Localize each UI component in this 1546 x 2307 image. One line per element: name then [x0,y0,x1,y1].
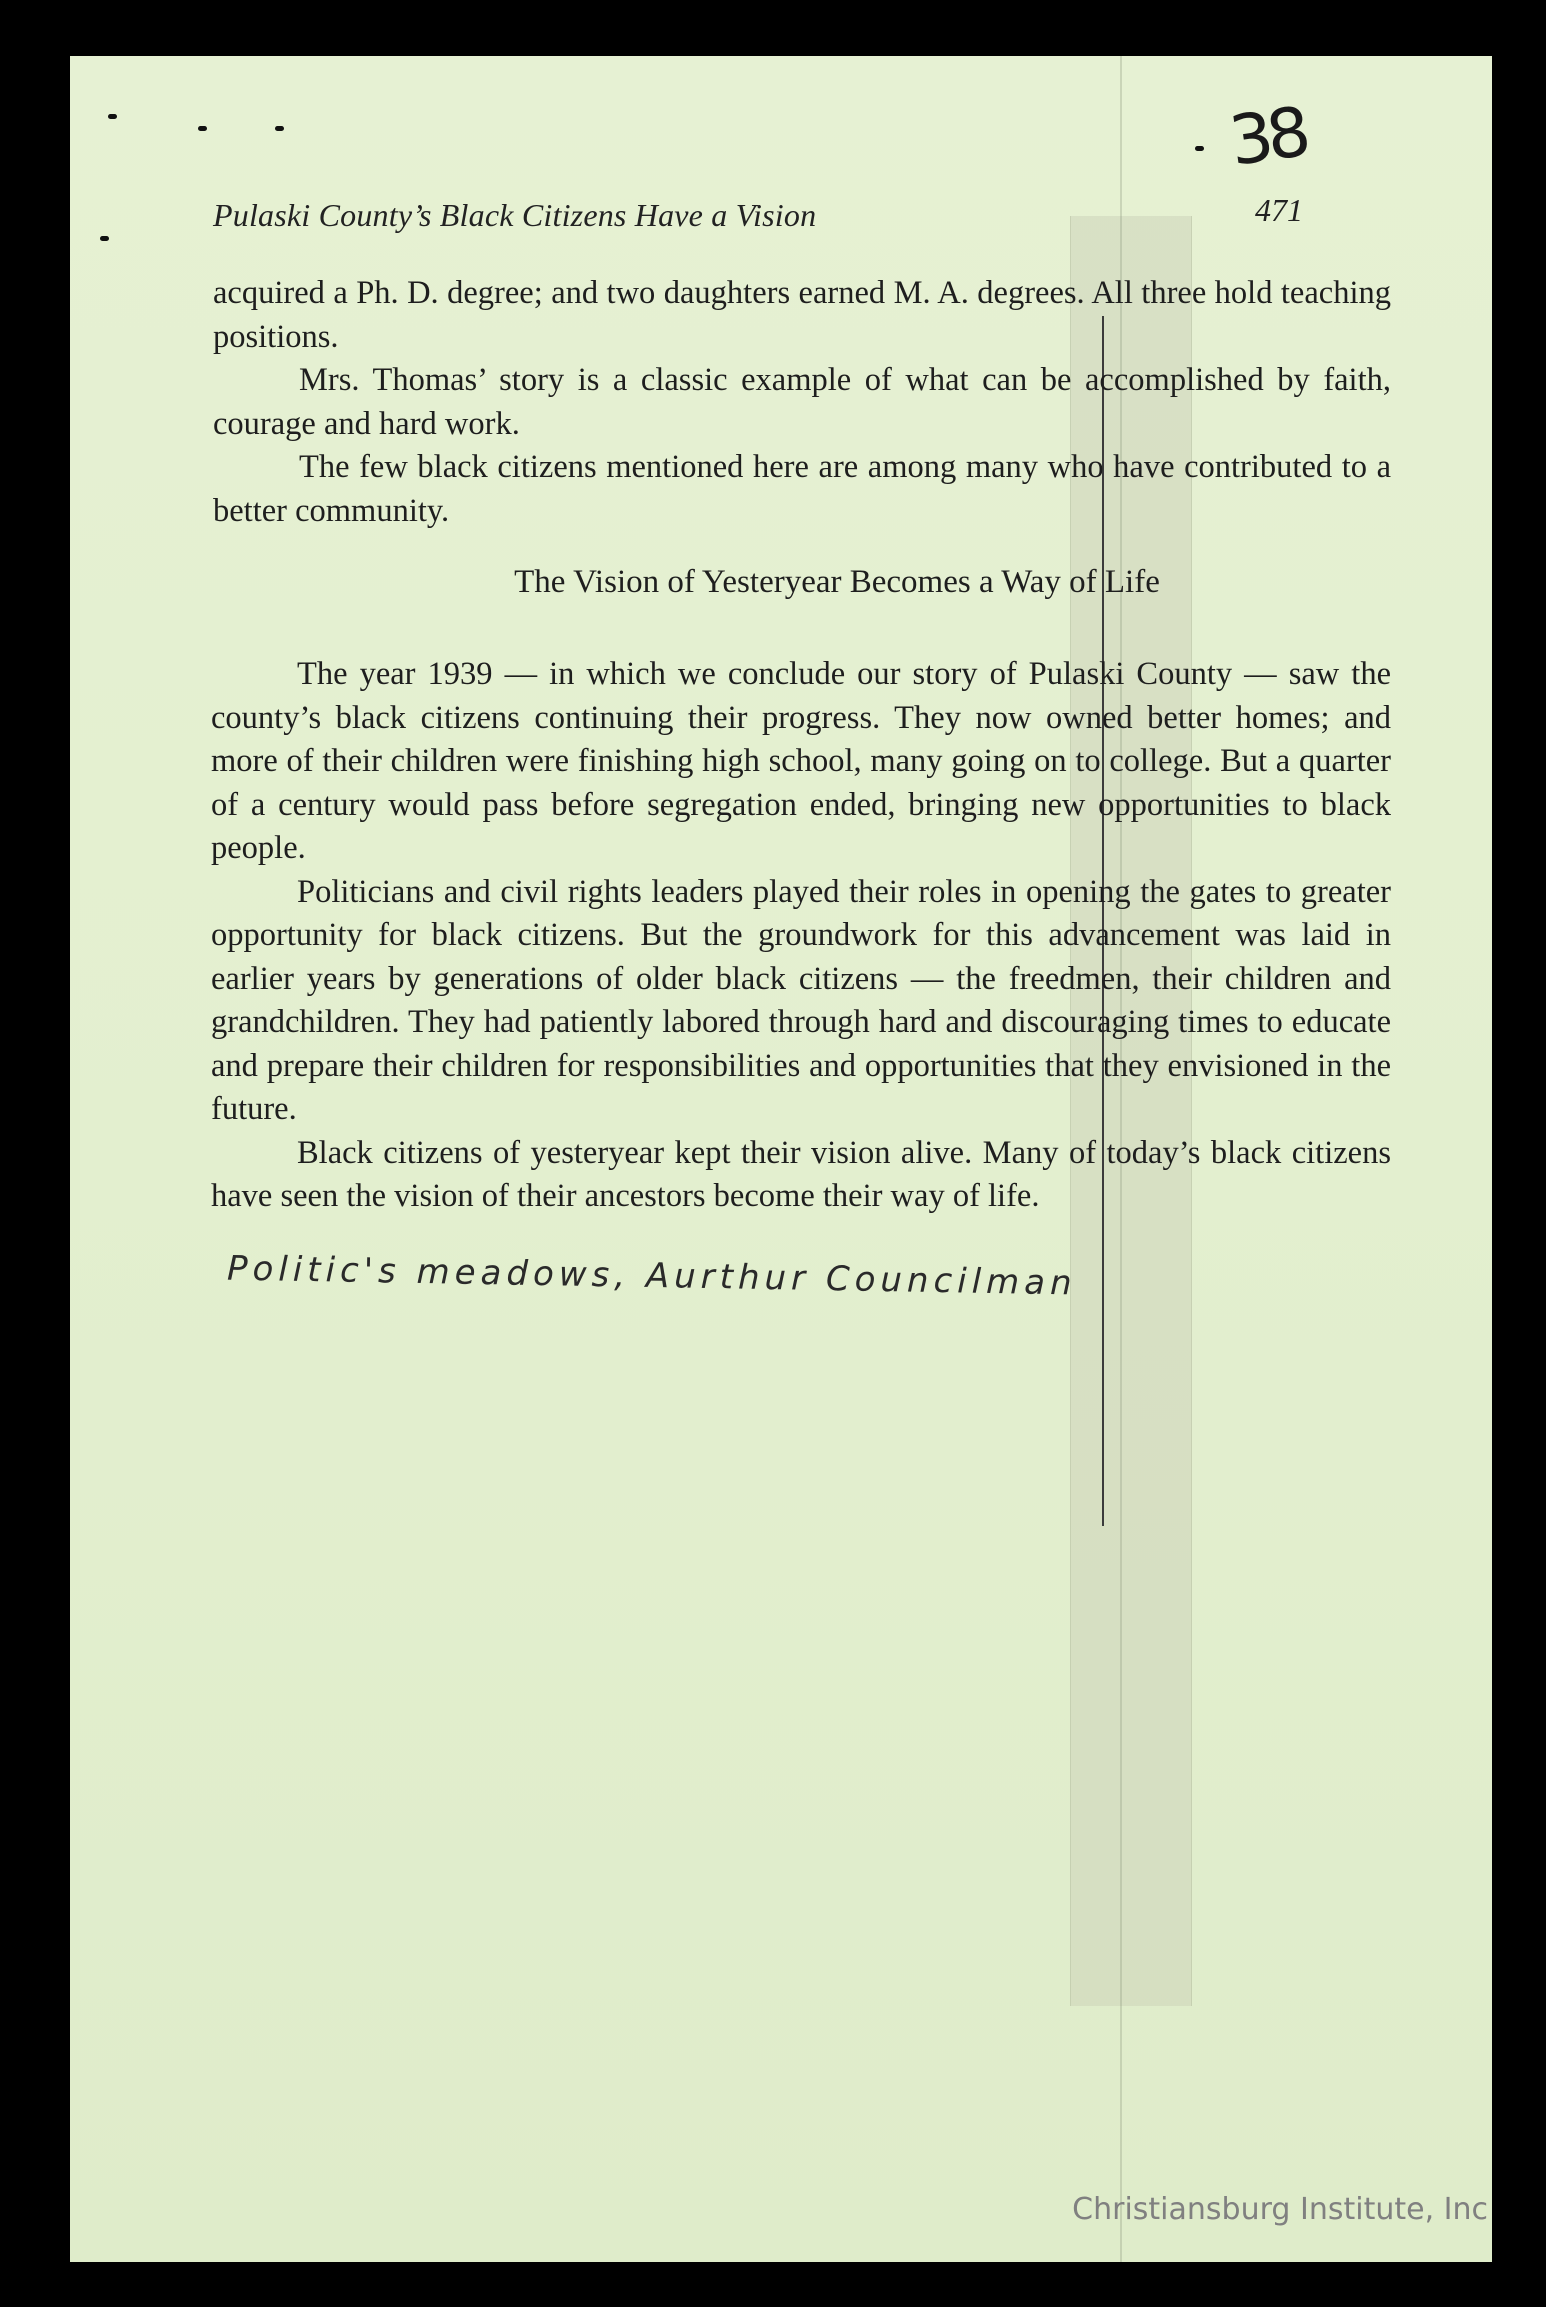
running-header-title: Pulaski County’s Black Citizens Have a Vision [213,197,817,233]
intro-paragraph: The few black citizens mentioned here are among many who have contributed to a better community. [213,449,1391,529]
page-number: 471 [1255,192,1303,228]
intro-paragraph: acquired a Ph. D. degree; and two daughters earned M. A. degrees. All three hold teaching positions. [213,275,1391,355]
speck-mark [108,114,117,119]
watermark: Christiansburg Institute, Inc [1072,2192,1488,2227]
section-paragraph: The year 1939 — in which we conclude our story of Pulaski County — saw the county’s black citizens continuing their progress. They now owned better homes; and more of their children were finishing high school, many going on to college. But a quarter of a century would pass before segregation ended, bringing new opportunities to black people. [211,656,1391,866]
handwritten-note: Politic's meadows, Aurthur Councilman [226,1248,1077,1304]
handwritten-page-number: 38 [1224,93,1310,182]
section-paragraph: Black citizens of yesteryear kept their vision alive. Many of today’s black citizens have seen the vision of their ancestors become their way of life. [211,1134,1391,1214]
section-paragraph: Politicians and civil rights leaders played their roles in opening the gates to greater opportunity for black citizens. But the groundwork for this advancement was laid in earlier years by generations of older black citizens — the freedmen, their children and grandchildren. They had patiently labored through hard and discouraging times to educate and prepare their children for responsibilities and opportunities that they envisioned in the future. [211,873,1391,1127]
speck-mark [1195,146,1204,151]
section-text [211,653,1391,1219]
speck-mark [275,126,284,131]
section-heading: The Vision of Yesteryear Becomes a Way of Life [514,564,1160,600]
intro-paragraph: Mrs. Thomas’ story is a classic example of what can be accomplished by faith, courage and hard work. [213,362,1391,442]
speck-mark [100,236,109,241]
speck-mark [198,126,207,131]
intro-text [213,272,1391,533]
